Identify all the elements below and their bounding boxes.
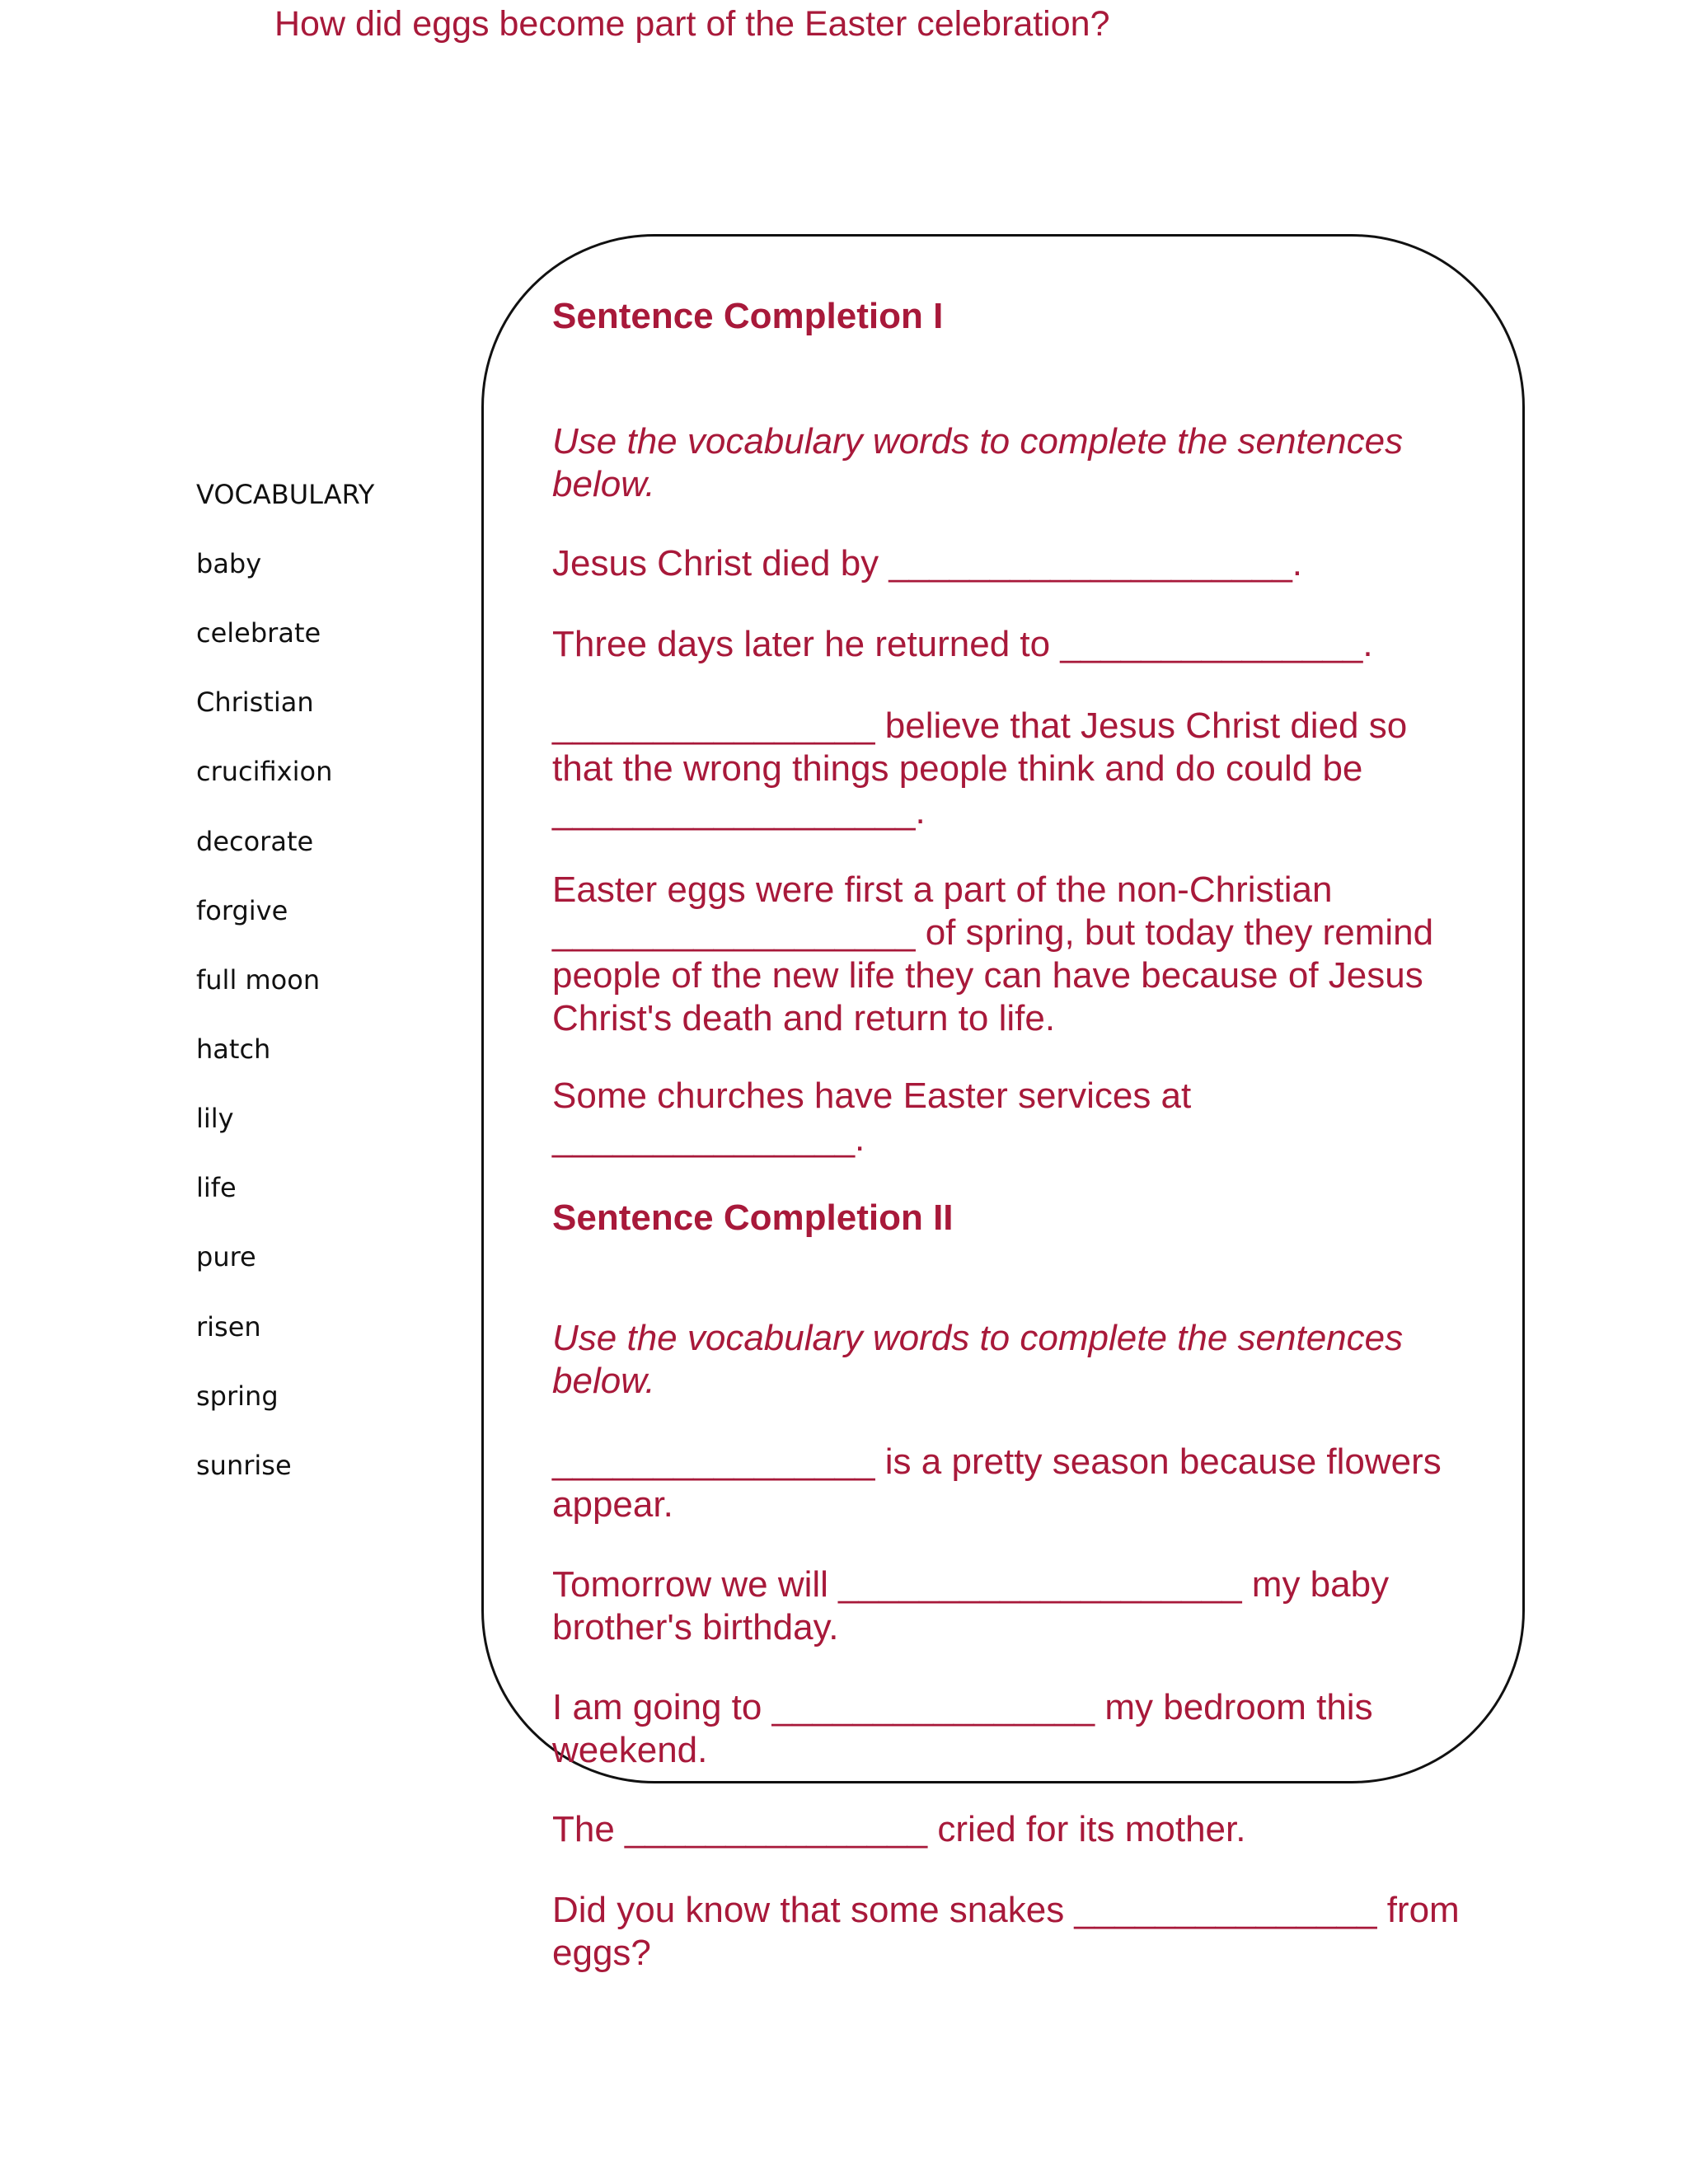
vocabulary-word: celebrate bbox=[196, 617, 321, 649]
vocabulary-list bbox=[196, 539, 493, 1510]
section-2-instructions: Use the vocabulary words to complete the sentences below. bbox=[552, 1318, 1404, 1401]
vocabulary-word: baby bbox=[196, 548, 262, 579]
vocabulary-word: crucifixion bbox=[196, 756, 333, 788]
page-title: How did eggs become part of the Easter celebration? bbox=[274, 4, 1110, 44]
section-1-sentence-5: Some churches have Easter services at _______________. bbox=[552, 1076, 1192, 1159]
vocabulary-word: full moon bbox=[196, 963, 321, 996]
vocabulary-word: life bbox=[196, 1172, 237, 1204]
section-2-sentence-2: Tomorrow we will ____________________ my baby brother's birthday. bbox=[552, 1564, 1390, 1647]
section-1-sentence-1: Jesus Christ died by ____________________. bbox=[552, 543, 1303, 583]
section-2-title: Sentence Completion II bbox=[552, 1197, 954, 1238]
vocabulary-word: pure bbox=[196, 1241, 256, 1273]
vocabulary-word: forgive bbox=[196, 894, 288, 926]
vocabulary-word: spring bbox=[196, 1380, 279, 1412]
section-2-sentence-3: I am going to ________________ my bedroom this weekend. bbox=[552, 1687, 1373, 1770]
vocabulary-panel bbox=[196, 470, 493, 1510]
section-1-title: Sentence Completion I bbox=[552, 296, 944, 336]
vocabulary-word: risen bbox=[196, 1310, 261, 1343]
vocabulary-word: lily bbox=[196, 1103, 234, 1135]
section-1-sentence-4: Easter eggs were first a part of the non-Christian __________________ of spring, but today they remind people of the new life they can have because of Jesus Christ's death and return to life. bbox=[552, 869, 1434, 1038]
section-2-sentence-5: Did you know that some snakes _______________ from eggs? bbox=[552, 1890, 1460, 1973]
section-2-sentence-1: ________________ is a pretty season because flowers appear. bbox=[552, 1441, 1442, 1525]
vocabulary-heading: VOCABULARY bbox=[196, 479, 375, 510]
section-2-sentence-4: The _______________ cried for its mother. bbox=[552, 1809, 1246, 1849]
vocabulary-word: decorate bbox=[196, 825, 314, 857]
vocabulary-word: sunrise bbox=[196, 1449, 292, 1481]
section-1-sentence-2: Three days later he returned to _______________. bbox=[552, 624, 1373, 664]
vocabulary-word: Christian bbox=[196, 687, 314, 719]
section-1-instructions: Use the vocabulary words to complete the sentences below. bbox=[552, 421, 1404, 504]
vocabulary-word: hatch bbox=[196, 1033, 271, 1065]
section-1-sentence-3: ________________ believe that Jesus Christ died so that the wrong things people think and do could be __________________. bbox=[552, 705, 1408, 832]
